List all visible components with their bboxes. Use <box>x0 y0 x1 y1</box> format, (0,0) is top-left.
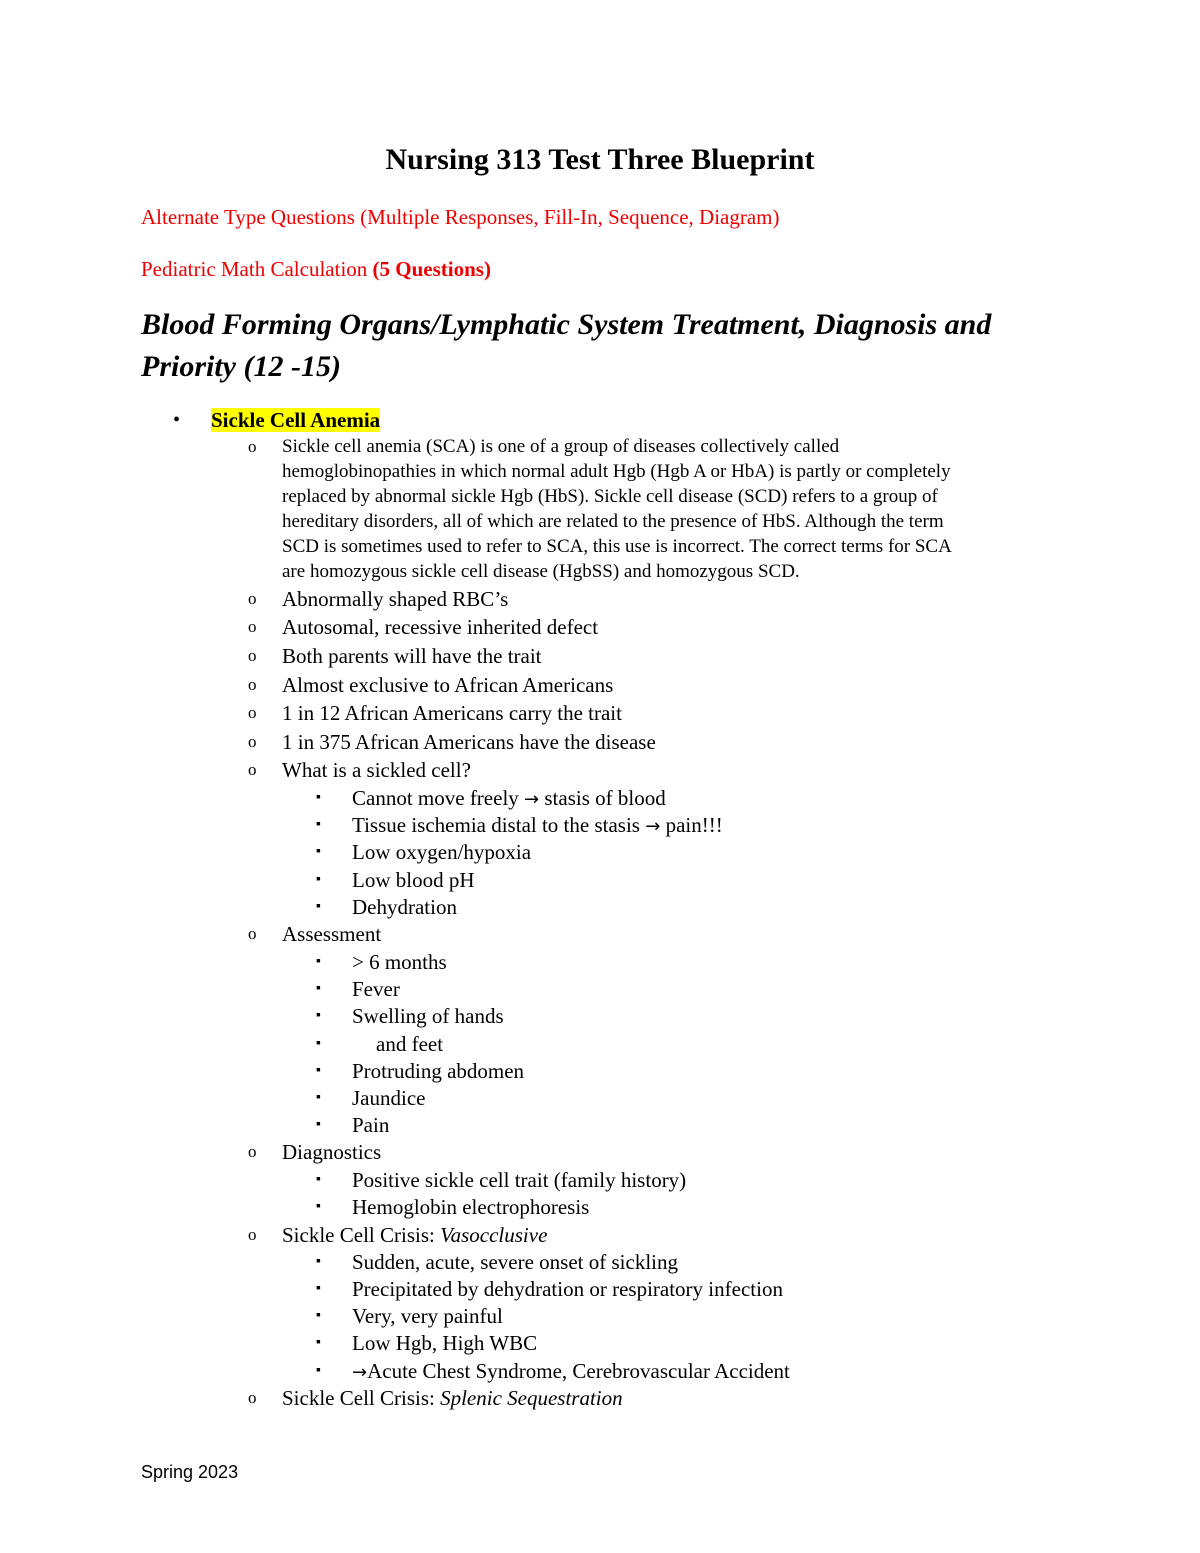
level3-bullet-icon: ▪ <box>316 1008 321 1023</box>
level3-bullet-icon: ▪ <box>316 954 321 969</box>
crisis-type-text: Vasocclusive <box>440 1223 548 1247</box>
definition-line: are homozygous sickle cell disease (HgbSS) and homozygous SCD. <box>282 561 800 582</box>
crisis-item <box>352 1358 790 1386</box>
right-arrow-icon: → <box>524 789 540 810</box>
vasocclusive-crisis-label <box>282 1222 547 1248</box>
level3-bullet-icon: ▪ <box>316 899 321 914</box>
item-text: pain!!! <box>660 813 723 837</box>
item-text: Cannot move freely <box>352 786 525 810</box>
crisis-item: Precipitated by dehydration or respiratory infection <box>352 1277 783 1301</box>
diagnostics-item: Positive sickle cell trait (family history) <box>352 1168 687 1192</box>
assessment-item: Pain <box>352 1113 390 1137</box>
sickled-cell-item: Dehydration <box>352 895 457 919</box>
sickled-cell-item <box>352 785 666 813</box>
fact-item: 1 in 375 African Americans have the disease <box>282 730 656 754</box>
page-title: Nursing 313 Test Three Blueprint <box>385 143 815 176</box>
level3-bullet-icon: ▪ <box>316 1117 321 1132</box>
level1-bullet-icon: • <box>173 409 181 431</box>
level3-bullet-icon: ▪ <box>316 1254 321 1269</box>
level2-bullet-icon: o <box>248 732 257 751</box>
page-footer: Spring 2023 <box>141 1462 239 1482</box>
level2-bullet-icon: o <box>248 924 257 943</box>
level2-bullet-icon: o <box>248 589 257 608</box>
assessment-item: Fever <box>352 977 400 1001</box>
assessment-item: Protruding abdomen <box>352 1059 525 1083</box>
level3-bullet-icon: ▪ <box>316 1308 321 1323</box>
level2-bullet-icon: o <box>248 675 257 694</box>
sickled-cell-item <box>352 812 723 840</box>
level2-bullet-icon: o <box>248 617 257 636</box>
level2-bullet-icon: o <box>248 1388 257 1407</box>
assessment-item: > 6 months <box>352 950 447 974</box>
diagnostics-label: Diagnostics <box>282 1140 382 1164</box>
math-calculation-count: (5 Questions) <box>372 257 491 281</box>
crisis-label-text: Sickle Cell Crisis: <box>282 1223 441 1247</box>
level3-bullet-icon: ▪ <box>316 1335 321 1350</box>
definition-paragraph <box>282 434 1052 584</box>
level2-bullet-icon: o <box>248 703 257 722</box>
math-calculation-text: Pediatric Math Calculation <box>141 257 373 281</box>
assessment-item: Swelling of hands <box>352 1004 504 1028</box>
topic-highlight: Sickle Cell Anemia <box>211 408 381 432</box>
math-calculation-line <box>141 256 491 282</box>
level2-bullet-icon: o <box>248 437 257 456</box>
sickled-cell-item: Low blood pH <box>352 868 475 892</box>
assessment-item: Jaundice <box>352 1086 426 1110</box>
level3-bullet-icon: ▪ <box>316 1090 321 1105</box>
level2-bullet-icon: o <box>248 1225 257 1244</box>
crisis-label-text: Sickle Cell Crisis: <box>282 1386 441 1410</box>
assessment-label: Assessment <box>282 922 382 946</box>
section-heading: Blood Forming Organs/Lymphatic System Treatment, Diagnosis and Priority (12 -15) <box>141 308 992 383</box>
definition-line: hereditary disorders, all of which are related to the presence of HbS. Although the term <box>282 511 944 532</box>
definition-line: SCD is sometimes used to refer to SCA, this use is incorrect. The correct terms for SCA <box>282 536 952 557</box>
crisis-item: Low Hgb, High WBC <box>352 1331 538 1355</box>
level3-bullet-icon: ▪ <box>316 1036 321 1051</box>
right-arrow-icon: → <box>352 1362 368 1383</box>
item-text: Acute Chest Syndrome, Cerebrovascular Accident <box>367 1359 790 1383</box>
level3-bullet-icon: ▪ <box>316 981 321 996</box>
splenic-crisis-label <box>282 1385 623 1411</box>
crisis-type-text: Splenic Sequestration <box>440 1386 623 1410</box>
alternate-questions-line: Alternate Type Questions (Multiple Responses, Fill-In, Sequence, Diagram) <box>141 205 780 229</box>
crisis-item: Very, very painful <box>352 1304 503 1328</box>
fact-item: Autosomal, recessive inherited defect <box>282 615 599 639</box>
fact-item: Abnormally shaped RBC’s <box>282 587 509 611</box>
level3-bullet-icon: ▪ <box>316 844 321 859</box>
assessment-item: and feet <box>376 1032 444 1056</box>
fact-item: Both parents will have the trait <box>282 644 542 668</box>
level3-bullet-icon: ▪ <box>316 817 321 832</box>
right-arrow-icon: → <box>645 816 661 837</box>
item-text: Tissue ischemia distal to the stasis <box>352 813 646 837</box>
level2-bullet-icon: o <box>248 760 257 779</box>
level2-bullet-icon: o <box>248 646 257 665</box>
level3-bullet-icon: ▪ <box>316 1363 321 1378</box>
fact-item: 1 in 12 African Americans carry the trait <box>282 701 622 725</box>
level3-bullet-icon: ▪ <box>316 1281 321 1296</box>
fact-item: Almost exclusive to African Americans <box>282 673 614 697</box>
sickled-cell-label: What is a sickled cell? <box>282 758 471 782</box>
definition-line: hemoglobinopathies in which normal adult Hgb (Hgb A or HbA) is partly or completely <box>282 461 951 482</box>
level3-bullet-icon: ▪ <box>316 790 321 805</box>
level3-bullet-icon: ▪ <box>316 1063 321 1078</box>
diagnostics-item: Hemoglobin electrophoresis <box>352 1195 590 1219</box>
level3-bullet-icon: ▪ <box>316 1199 321 1214</box>
definition-line: replaced by abnormal sickle Hgb (HbS). Sickle cell disease (SCD) refers to a group of <box>282 486 938 507</box>
level2-bullet-icon: o <box>248 1142 257 1161</box>
crisis-item: Sudden, acute, severe onset of sickling <box>352 1250 678 1274</box>
sickled-cell-item: Low oxygen/hypoxia <box>352 840 532 864</box>
topic-heading <box>211 407 380 433</box>
level3-bullet-icon: ▪ <box>316 872 321 887</box>
item-text: stasis of blood <box>539 786 666 810</box>
level3-bullet-icon: ▪ <box>316 1172 321 1187</box>
definition-line: Sickle cell anemia (SCA) is one of a group of diseases collectively called <box>282 436 840 457</box>
